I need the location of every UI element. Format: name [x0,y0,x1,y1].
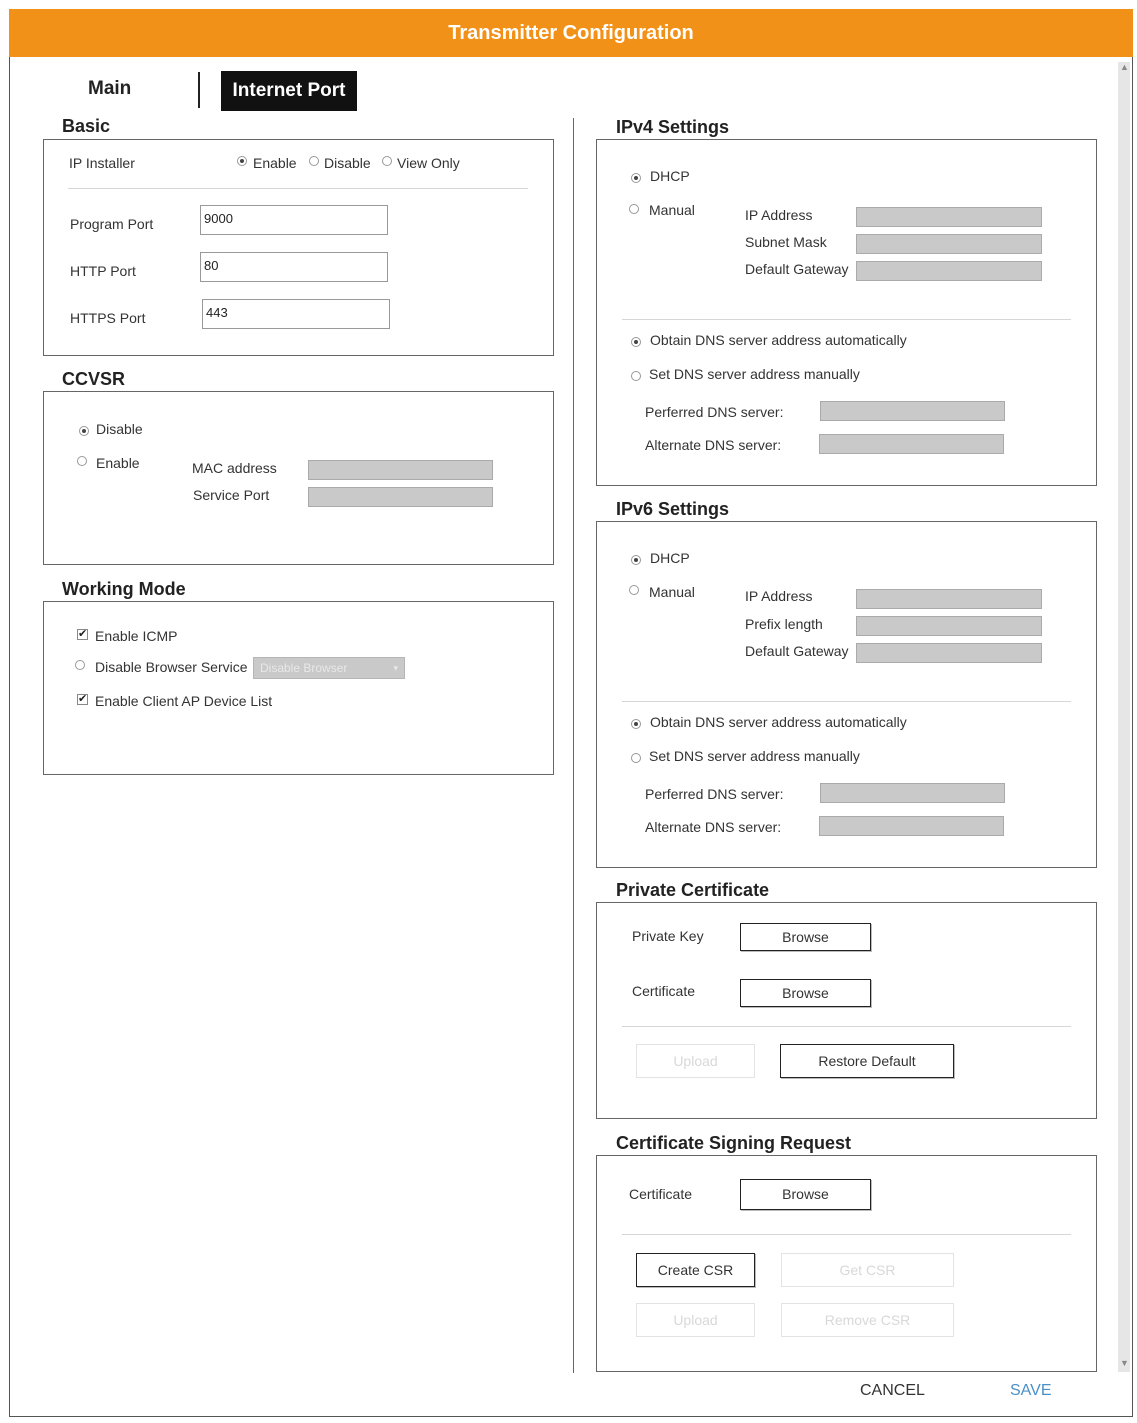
ipv6-alternate-dns-label: Alternate DNS server: [645,819,782,835]
ipv4-manual-radio[interactable] [629,204,639,214]
tab-separator [198,72,200,108]
scroll-up-icon[interactable]: ▲ [1120,62,1129,72]
column-divider [573,118,574,1373]
ccvsr-title: CCVSR [62,369,126,389]
cancel-button[interactable]: CANCEL [860,1382,925,1399]
basic-divider [68,188,528,189]
ipv6-prefix-length-input[interactable] [856,616,1042,636]
ipv6-dns-manual-label: Set DNS server address manually [649,748,860,764]
ipv6-manual-label: Manual [649,584,695,600]
ipv6-dhcp-radio[interactable] [631,555,641,565]
private-cert-certificate-label: Certificate [632,983,696,999]
https-port-label: HTTPS Port [70,310,146,326]
ipv4-subnet-mask-input[interactable] [856,234,1042,254]
tab-internet-port[interactable]: Internet Port [221,71,357,111]
ipv6-default-gateway-input[interactable] [856,643,1042,663]
ipv6-prefix-length-label: Prefix length [745,616,823,632]
restore-default-button[interactable]: Restore Default [780,1044,954,1078]
ipv4-ip-address-input[interactable] [856,207,1042,227]
scroll-down-icon[interactable]: ▼ [1120,1358,1129,1368]
disable-browser-select[interactable] [253,657,405,679]
tab-main[interactable]: Main [88,78,132,99]
https-port-input[interactable]: 443 [202,299,390,329]
working-mode-title: Working Mode [62,579,186,599]
ipv6-preferred-dns-label: Perferred DNS server: [645,786,784,802]
ip-installer-enable-label: Enable [253,155,297,171]
program-port-input[interactable]: 9000 [200,205,388,235]
ccvsr-enable-label: Enable [96,455,140,471]
ccvsr-disable-label: Disable [96,421,143,437]
ipv6-default-gateway-label: Default Gateway [745,643,849,659]
remove-csr-button[interactable]: Remove CSR [781,1303,954,1337]
ipv6-ip-address-label: IP Address [745,588,813,604]
ipv6-preferred-dns-input[interactable] [820,783,1005,803]
ipv6-dns-auto-radio[interactable] [631,719,641,729]
csr-browse-button[interactable]: Browse [740,1179,871,1210]
ipv6-ip-address-input[interactable] [856,589,1042,609]
ip-installer-viewonly-label: View Only [397,155,460,171]
scrollbar[interactable] [1118,62,1130,1372]
ipv4-manual-label: Manual [649,202,695,218]
enable-icmp-label: Enable ICMP [95,628,178,644]
csr-divider [622,1234,1071,1235]
ipv6-dhcp-label: DHCP [650,550,690,566]
disable-browser-service-radio[interactable] [75,660,85,670]
ccvsr-disable-radio[interactable] [79,426,89,436]
private-key-browse-button[interactable]: Browse [740,923,871,951]
enable-icmp-checkbox[interactable]: ✔ [78,628,88,640]
ipv4-dns-auto-label: Obtain DNS server address automatically [650,332,907,348]
ip-installer-disable-radio[interactable] [309,156,319,166]
ipv6-title: IPv6 Settings [616,499,730,519]
enable-client-ap-label: Enable Client AP Device List [95,693,273,709]
ipv4-subnet-mask-label: Subnet Mask [745,234,827,250]
ipv6-alternate-dns-input[interactable] [819,816,1004,836]
disable-browser-select-value: Disable Browser [260,661,348,675]
save-button[interactable]: SAVE [1010,1382,1052,1399]
ipv6-manual-radio[interactable] [629,585,639,595]
ipv4-default-gateway-input[interactable] [856,261,1042,281]
ip-installer-enable-radio[interactable] [237,156,247,166]
ipv4-ip-address-label: IP Address [745,207,813,223]
ip-installer-viewonly-radio[interactable] [382,156,392,166]
ip-installer-label: IP Installer [69,155,135,171]
create-csr-button[interactable]: Create CSR [636,1253,755,1287]
ipv6-divider [622,701,1071,702]
ipv4-dhcp-label: DHCP [650,168,690,184]
private-cert-browse-button[interactable]: Browse [740,979,871,1007]
ip-installer-disable-label: Disable [324,155,371,171]
ipv4-title: IPv4 Settings [616,117,730,137]
window-title: Transmitter Configuration [9,9,1133,57]
get-csr-button[interactable]: Get CSR [781,1253,954,1287]
csr-certificate-label: Certificate [629,1186,693,1202]
ipv4-dns-manual-radio[interactable] [631,371,641,381]
service-port-label: Service Port [193,487,270,503]
private-cert-divider [622,1026,1071,1027]
mac-address-input[interactable] [308,460,493,480]
ipv4-alternate-dns-input[interactable] [819,434,1004,454]
ipv4-alternate-dns-label: Alternate DNS server: [645,437,782,453]
http-port-input[interactable]: 80 [200,252,388,282]
private-key-label: Private Key [632,928,704,944]
ipv4-dns-manual-label: Set DNS server address manually [649,366,860,382]
ipv4-divider [622,319,1071,320]
service-port-input[interactable] [308,487,493,507]
enable-client-ap-checkbox[interactable]: ✔ [78,693,88,705]
mac-address-label: MAC address [192,460,277,476]
http-port-label: HTTP Port [70,263,136,279]
ipv6-dns-auto-label: Obtain DNS server address automatically [650,714,907,730]
ipv4-dns-auto-radio[interactable] [631,337,641,347]
basic-title: Basic [62,116,111,136]
ipv6-dns-manual-radio[interactable] [631,753,641,763]
chevron-down-icon: ▾ [393,663,398,673]
ipv4-preferred-dns-input[interactable] [820,401,1005,421]
ccvsr-enable-radio[interactable] [77,456,87,466]
ipv4-preferred-dns-label: Perferred DNS server: [645,404,784,420]
disable-browser-service-label: Disable Browser Service [95,659,248,675]
ipv4-dhcp-radio[interactable] [631,173,641,183]
private-cert-upload-button[interactable]: Upload [636,1044,755,1078]
csr-title: Certificate Signing Request [616,1133,852,1153]
private-cert-title: Private Certificate [616,880,770,900]
program-port-label: Program Port [70,216,154,232]
csr-upload-button[interactable]: Upload [636,1303,755,1337]
ipv4-default-gateway-label: Default Gateway [745,261,849,277]
